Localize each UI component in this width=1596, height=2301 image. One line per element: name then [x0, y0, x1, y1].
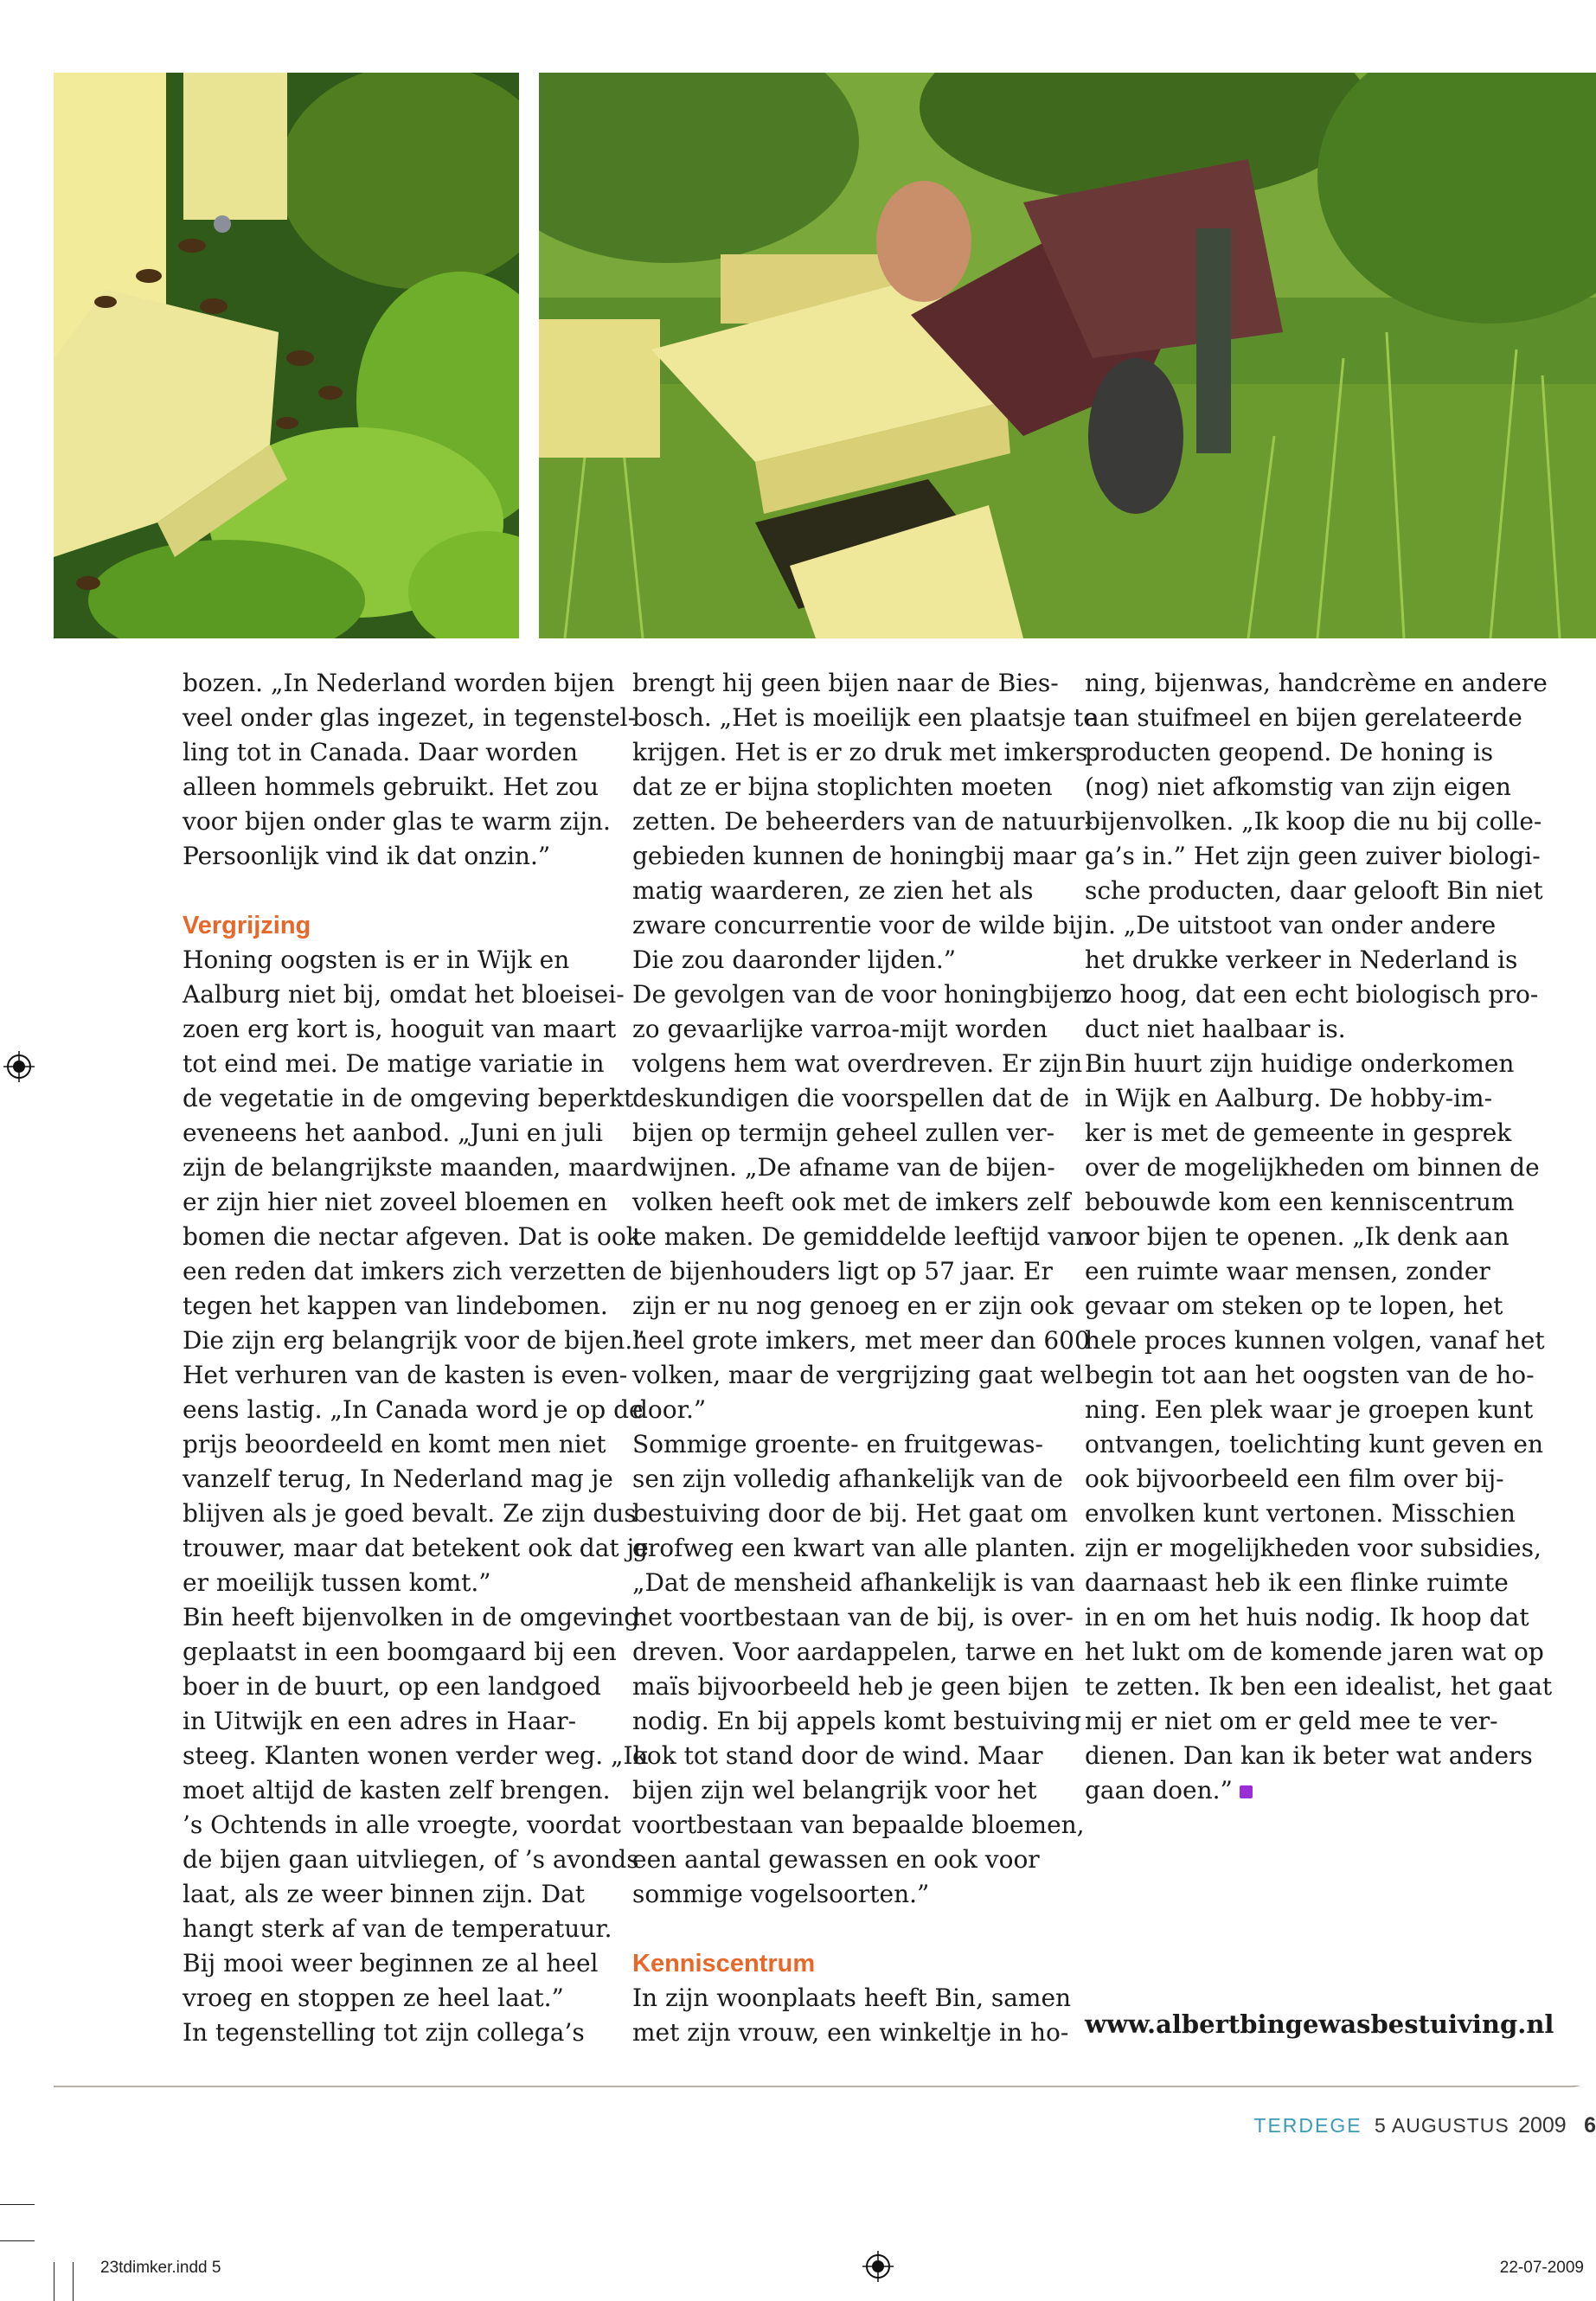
file-slug: 23tdimker.indd 5 — [100, 2259, 221, 2277]
text-line: sen zijn volledig afhankelijk van de — [632, 1465, 1063, 1493]
text-line: gebieden kunnen de honingbij maar — [632, 842, 1076, 870]
text-line: alleen hommels gebruikt. Het zou — [183, 772, 599, 801]
text-line: ning. Een plek waar je groepen kunt — [1085, 1395, 1534, 1424]
text-line: (nog) niet afkomstig van zijn eigen — [1085, 772, 1511, 801]
crop-mark — [0, 2204, 35, 2205]
text-line: te maken. De gemiddelde leeftijd van — [632, 1222, 1092, 1251]
issue-date: 5 AUGUSTUS — [1374, 2114, 1509, 2137]
text-line: geplaatst in een boomgaard bij een — [183, 1638, 617, 1666]
text-line: er zijn hier niet zoveel bloemen en — [183, 1188, 608, 1216]
text-line: over de mogelijkheden om binnen de — [1085, 1153, 1540, 1182]
text-line: voortbestaan van bepaalde bloemen, — [632, 1811, 1085, 1839]
text-line: aan stuifmeel en bijen gerelateerde — [1085, 703, 1522, 732]
article-column-3 — [1085, 666, 1553, 1808]
text-line: heel grote imkers, met meer dan 600 — [632, 1326, 1090, 1355]
text-line: Sommige groente- en fruitgewas- — [632, 1430, 1043, 1458]
text-line: In zijn woonplaats heeft Bin, samen — [632, 1984, 1072, 2012]
text-line: dwijnen. „De afname van de bijen- — [632, 1153, 1055, 1182]
text-line: ning, bijenwas, handcrème en andere — [1085, 669, 1548, 697]
text-line: de bijenhouders ligt op 57 jaar. Er — [632, 1257, 1053, 1285]
text-line: tot eind mei. De matige variatie in — [183, 1049, 605, 1078]
article-column-2 — [632, 666, 1098, 2050]
text-line: dat ze er bijna stoplichten moeten — [632, 772, 1053, 801]
page-footer — [1253, 2113, 1596, 2138]
text-line: Honing oogsten is er in Wijk en — [183, 945, 570, 974]
beehive-closeup-photo — [54, 73, 519, 638]
issue-year: 2009 — [1518, 2113, 1567, 2138]
crop-mark — [0, 2240, 35, 2241]
text-line: bijen op termijn geheel zullen ver- — [632, 1118, 1055, 1147]
text-line: het drukke verkeer in Nederland is — [1085, 945, 1518, 974]
text-line: hele proces kunnen volgen, vanaf het — [1085, 1326, 1545, 1355]
text-line: bebouwde kom een kenniscentrum — [1085, 1188, 1515, 1216]
text-line: vanzelf terug, In Nederland mag je — [183, 1465, 613, 1493]
text-line: Bin huurt zijn huidige onderkomen — [1085, 1049, 1515, 1078]
text-line: vroeg en stoppen ze heel laat.” — [183, 1984, 564, 2012]
text-line: gaan doen.” — [1085, 1776, 1233, 1804]
text-line: duct niet haalbaar is. — [1085, 1015, 1346, 1043]
text-line: de bijen gaan uitvliegen, of ’s avonds — [183, 1845, 639, 1874]
text-line: blijven als je goed bevalt. Ze zijn dus — [183, 1499, 637, 1528]
text-line: prijs beoordeeld en komt men niet — [183, 1430, 606, 1458]
text-line: dienen. Dan kan ik beter wat anders — [1085, 1741, 1533, 1770]
text-line: eveneens het aanbod. „Juni en juli — [183, 1118, 603, 1147]
text-line: Bin heeft bijenvolken in de omgeving — [183, 1603, 640, 1631]
paragraph-gap — [632, 1912, 1048, 1946]
page-number: 6 — [1584, 2113, 1596, 2138]
text-line: bestuiving door de bij. Het gaat om — [632, 1499, 1068, 1528]
text-line: bijenvolken. „Ik koop die nu bij colle- — [1085, 807, 1542, 836]
text-line: zijn er nu nog genoeg en er zijn ook — [632, 1292, 1074, 1320]
magazine-name: TERDEGE — [1253, 2114, 1362, 2137]
article-column-1 — [183, 666, 649, 2050]
text-line: tegen het kappen van lindebomen. — [183, 1292, 608, 1320]
text-line: zijn de belangrijkste maanden, maar — [183, 1153, 632, 1182]
text-line: deskundigen die voorspellen dat de — [632, 1084, 1070, 1112]
text-line: grofweg een kwart van alle planten. — [632, 1534, 1077, 1562]
text-line: maïs bijvoorbeeld heb je geen bijen — [632, 1672, 1069, 1701]
text-line: bozen. „In Nederland worden bijen — [183, 669, 615, 697]
text-line: mij er niet om er geld mee te ver- — [1085, 1707, 1498, 1735]
text-line: in Uitwijk en een adres in Haar- — [183, 1707, 577, 1735]
text-line: veel onder glas ingezet, in tegenstel- — [183, 703, 637, 732]
text-line: Die zou daaronder lijden.” — [632, 945, 957, 974]
text-line: daarnaast heb ik een flinke ruimte — [1085, 1568, 1509, 1597]
text-line: zijn er mogelijkheden voor subsidies, — [1085, 1534, 1542, 1562]
paragraph-gap — [183, 874, 598, 908]
text-line: Persoonlijk vind ik dat onzin.” — [183, 842, 551, 870]
crop-mark — [73, 2262, 74, 2301]
text-line: ’s Ochtends in alle vroegte, voordat — [183, 1811, 621, 1839]
text-line: volken heeft ook met de imkers zelf — [632, 1188, 1071, 1216]
text-line: begin tot aan het oogsten van de ho- — [1085, 1361, 1535, 1389]
text-line: de vegetatie in de omgeving beperkt — [183, 1084, 634, 1112]
text-line: gevaar om steken op te lopen, het — [1085, 1292, 1503, 1320]
text-line: het lukt om de komende jaren wat op — [1085, 1638, 1544, 1666]
website-link[interactable]: www.albertbingewasbestuiving.nl — [1085, 2009, 1554, 2039]
text-line: volgens hem wat overdreven. Er zijn — [632, 1049, 1083, 1078]
text-line: bijen zijn wel belangrijk voor het — [632, 1776, 1037, 1804]
text-line: Die zijn erg belangrijk voor de bijen.” — [183, 1326, 645, 1355]
text-line: met zijn vrouw, een winkeltje in ho- — [632, 2018, 1069, 2047]
text-line: voor bijen onder glas te warm zijn. — [183, 807, 611, 836]
text-line: in. „De uitstoot van onder andere — [1085, 911, 1497, 939]
registration-mark-icon — [862, 2251, 894, 2282]
text-line: ling tot in Canada. Daar worden — [183, 738, 579, 766]
text-line: boer in de buurt, op een landgoed — [183, 1672, 601, 1701]
text-line: zo hoog, dat een echt biologisch pro- — [1085, 980, 1539, 1009]
text-line: „Dat de mensheid afhankelijk is van — [632, 1568, 1075, 1597]
text-line: De gevolgen van de voor honingbijen — [632, 980, 1090, 1009]
text-line: een reden dat imkers zich verzetten — [183, 1257, 626, 1285]
text-line-with-endmark — [1085, 1773, 1500, 1808]
text-line: zoen erg kort is, hooguit van maart — [183, 1015, 617, 1043]
text-line: Aalburg niet bij, omdat het bloeisei- — [183, 980, 625, 1009]
text-line: sche producten, daar gelooft Bin niet — [1085, 876, 1543, 905]
text-line: in Wijk en Aalburg. De hobby-im- — [1085, 1084, 1493, 1112]
registration-mark-icon — [3, 1051, 35, 1082]
text-line: bomen die nectar afgeven. Dat is ook — [183, 1222, 641, 1251]
text-line: ook tot stand door de wind. Maar — [632, 1741, 1043, 1770]
beekeeper-photo — [539, 73, 1596, 638]
text-line: volken, maar de vergrijzing gaat wel — [632, 1361, 1083, 1389]
text-line: In tegenstelling tot zijn collega’s — [183, 2018, 585, 2047]
text-line: ga’s in.” Het zijn geen zuiver biologi- — [1085, 842, 1541, 870]
slug-date: 22-07-2009 — [1499, 2259, 1584, 2277]
text-line: ook bijvoorbeeld een film over bij- — [1085, 1465, 1504, 1493]
text-line: zware concurrentie voor de wilde bij. — [632, 911, 1092, 939]
text-line: Bij mooi weer beginnen ze al heel — [183, 1949, 599, 1977]
text-line: sommige vogelsoorten.” — [632, 1880, 930, 1908]
text-line: Het verhuren van de kasten is even- — [183, 1361, 628, 1389]
text-line: brengt hij geen bijen naar de Bies- — [632, 669, 1059, 697]
text-line: eens lastig. „In Canada word je op de — [183, 1395, 644, 1424]
article-end-mark-icon — [1240, 1785, 1253, 1798]
text-line: dreven. Voor aardappelen, tarwe en — [632, 1638, 1074, 1666]
text-line: door.” — [632, 1395, 707, 1424]
text-line: voor bijen te openen. „Ik denk aan — [1085, 1222, 1509, 1251]
text-line: er moeilijk tussen komt.” — [183, 1568, 491, 1597]
text-line: hangt sterk af van de temperatuur. — [183, 1914, 612, 1943]
text-line: een ruimte waar mensen, zonder — [1085, 1257, 1490, 1285]
text-line: matig waarderen, ze zien het als — [632, 876, 1034, 905]
text-line: nodig. En bij appels komt bestuiving — [632, 1707, 1082, 1735]
text-line: envolken kunt vertonen. Misschien — [1085, 1499, 1516, 1528]
text-line: het voortbestaan van de bij, is over- — [632, 1603, 1074, 1631]
text-line: een aantal gewassen en ook voor — [632, 1845, 1040, 1874]
text-line: in en om het huis nodig. Ik hoop dat — [1085, 1603, 1529, 1631]
text-line: steeg. Klanten wonen verder weg. „Ik — [183, 1741, 648, 1770]
section-subheading: Vergrijzing — [183, 912, 311, 939]
text-line: krijgen. Het is er zo druk met imkers — [632, 738, 1088, 766]
text-line: te zetten. Ik ben een idealist, het gaat — [1085, 1672, 1553, 1701]
text-line: ker is met de gemeente in gesprek — [1085, 1118, 1512, 1147]
section-subheading: Kenniscentrum — [632, 1950, 816, 1977]
text-line: producten geopend. De honing is — [1085, 738, 1494, 766]
text-line: ontvangen, toelichting kunt geven en — [1085, 1430, 1543, 1458]
text-line: zetten. De beheerders van de natuur- — [632, 807, 1093, 836]
text-line: trouwer, maar dat betekent ook dat je — [183, 1534, 649, 1562]
text-line: bosch. „Het is moeilijk een plaatsje te — [632, 703, 1098, 732]
text-line: laat, als ze weer binnen zijn. Dat — [183, 1880, 585, 1908]
text-line: moet altijd de kasten zelf brengen. — [183, 1776, 611, 1804]
text-line: zo gevaarlijke varroa-mijt worden — [632, 1015, 1048, 1043]
